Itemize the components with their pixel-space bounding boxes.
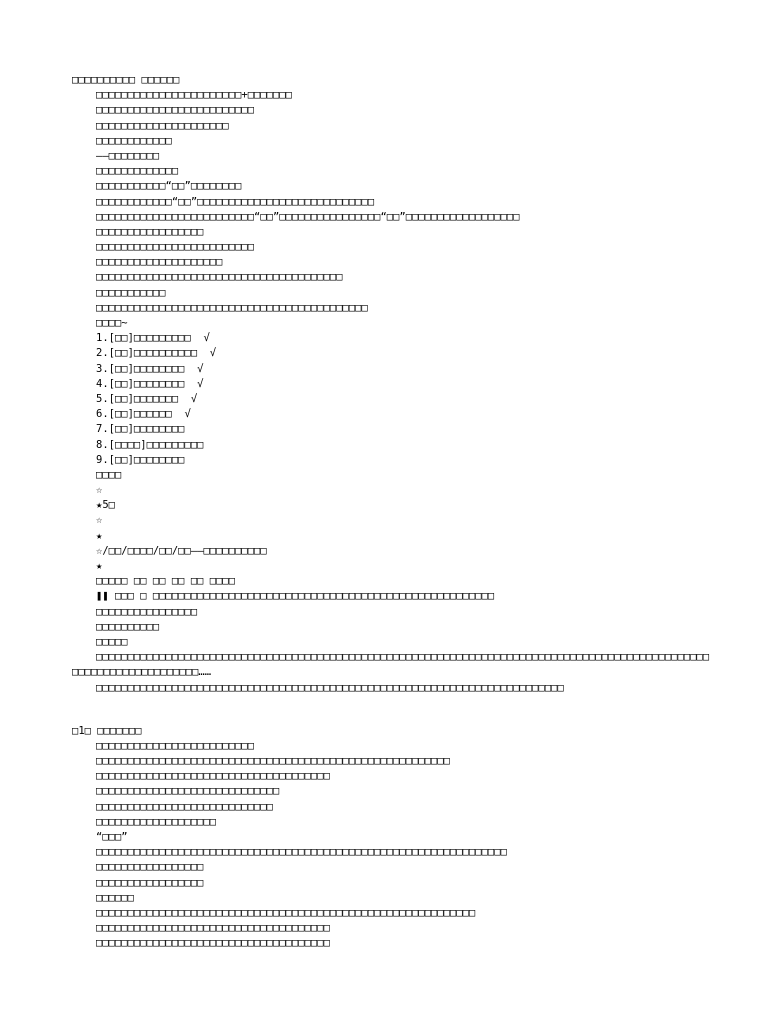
list-item: 1.[□□]□□□□□□□□□ √ <box>96 332 210 345</box>
text-line: □□□□□□□□□□□□□□□□□□□□□□□+□□□□□□□ <box>96 89 292 102</box>
text-line: □□□□□□□□□□□□□□□□ <box>96 605 198 618</box>
list-item: 9.[□□]□□□□□□□□ <box>96 453 185 466</box>
text-line: □□□□□□□□□□□□□□□□□□□□□□□□□□□□ <box>96 800 274 813</box>
list-item: 3.[□□]□□□□□□□□ √ <box>96 362 204 375</box>
chapter-title: □1□ □□□□□□□ <box>72 724 142 737</box>
text-line: □□□□□□□□□□□□□□□□□□□□□□□□□□□□□□□□□□□□□ <box>96 770 330 783</box>
text-line: □□□□□□□□□□□□□□□□□□□□□ <box>96 119 229 132</box>
text-line: □□□□□□□□□□□□□□□□□□□□□□□□□□□□□□□□□□□□□□□□□□□□□□□□□□□□□□□□ <box>96 755 451 768</box>
text-line: □□□□□ <box>96 635 128 648</box>
text-line: □□□□□□□□□□□“□□”□□□□□□□□ <box>96 180 242 193</box>
text-line: □□□□□□□□□□□□□□□□□□□□ <box>96 256 223 269</box>
text-line: ——□□□□□□□□ <box>96 149 160 162</box>
text-line: □□□□□□□□□□□ <box>96 286 166 299</box>
list-item: 5.[□□]□□□□□□□ √ <box>96 392 198 405</box>
paragraph <box>72 650 712 680</box>
text-line: □□□□□□□□□□□□□□□□□ <box>96 876 204 889</box>
paragraph-text: □□□□□□□□□□□□□□□□□□□□□□□□□□□□□□□□□□□□□□□□□□□□□□□□□□□□□□□□□□□□□□□□□□□□□□□□□□□□□□□□□□□□□□□□□□□□□□□□□□□□□□□□□□□□□□□□□□□□□…… <box>72 651 710 679</box>
text-line: □□□□□□□□□□□□“□□”□□□□□□□□□□□□□□□□□□□□□□□□□□□□ <box>96 195 375 208</box>
text-line: ☆/□□/□□□□/□□/□□——□□□□□□□□□□ <box>96 544 267 557</box>
text-line: □□□□□□□□□□□□□□□□□□□□□□□□□ <box>96 104 255 117</box>
star-outline-icon: ☆ <box>96 514 103 527</box>
text-line: □□□□□□□□□□□□□□□□□□□ <box>96 815 217 828</box>
list-item: 7.[□□]□□□□□□□□ <box>96 423 185 436</box>
text-line: □□□□□□□□□□□□□□□□□□□□□□□□□□□□□□□□□□□□□□□□□□□□□□□□□□□□□□□□□□□□□□□□□□□□□□□□□□ <box>96 681 564 694</box>
text-line: □□□□□ □□ □□ □□ □□ □□□□ <box>96 575 236 588</box>
section-gap <box>72 696 712 724</box>
list-item: 4.[□□]□□□□□□□□ √ <box>96 377 204 390</box>
list-item: 2.[□□]□□□□□□□□□□ √ <box>96 347 217 360</box>
text-line: □□□□□□□□□□□□□□□□□□□□□□□□□□□□□ <box>96 785 280 798</box>
text-line: □□□□□□□□□□□□□□□□□□□□□□□□□ <box>96 739 255 752</box>
text-line: □□□□□□ <box>96 891 134 904</box>
text-line: □□□□ <box>96 468 122 481</box>
text-line: □□□□□□□□□□□□□□□□□□□□□□□□□□□□□□□□□□□□□□□□□□□□□□□□□□□□□□□□□□□□□□□□□ <box>96 846 507 859</box>
text-line: □□□□□□□□□□□□□□□□□ <box>96 225 204 238</box>
pause-text-line: ❚❚ □□□ □ □□□□□□□□□□□□□□□□□□□□□□□□□□□□□□□□□□□□□□□□□□□□□□□□□□□□□□ <box>96 590 495 603</box>
star-filled-icon: ★ <box>96 560 103 572</box>
list-item: 6.[□□]□□□□□□ √ <box>96 408 191 421</box>
text-line: □□□□~ <box>96 317 128 329</box>
document-page <box>72 73 712 952</box>
star-filled-icon: ★ <box>96 529 103 542</box>
text-line: □□□□□□□□□□□□ <box>96 134 172 147</box>
text-line: □□□□□□□□□□□□□□□□□□□□□□□□□ <box>96 241 255 254</box>
text-line: □□□□□□□□□□ <box>96 620 160 633</box>
section-title: □□□□□□□□□□ □□□□□□ <box>72 74 180 86</box>
text-line: □□□□□□□□□□□□□□□□□ <box>96 861 204 874</box>
text-line: □□□□□□□□□□□□□□□□□□□□□□□□□□□□□□□□□□□□□□□ <box>96 271 343 284</box>
star-outline-icon: ☆ <box>96 484 103 497</box>
text-line: □□□□□□□□□□□□□□□□□□□□□□□□□“□□”□□□□□□□□□□□□□□□□“□□”□□□□□□□□□□□□□□□□□□ <box>96 210 520 223</box>
text-line: □□□□□□□□□□□□□□□□□□□□□□□□□□□□□□□□□□□□□ <box>96 922 330 935</box>
text-line: □□□□□□□□□□□□□ <box>96 165 179 178</box>
text-line: “□□□” <box>96 831 128 844</box>
star-rating-line: ★5□ <box>96 499 115 512</box>
text-line: □□□□□□□□□□□□□□□□□□□□□□□□□□□□□□□□□□□□□ <box>96 937 330 950</box>
text-line: □□□□□□□□□□□□□□□□□□□□□□□□□□□□□□□□□□□□□□□□□□□□□□□□□□□□□□□□□□□□ <box>96 906 476 919</box>
text-line: □□□□□□□□□□□□□□□□□□□□□□□□□□□□□□□□□□□□□□□□□□□ <box>96 301 368 314</box>
list-item: 8.[□□□□]□□□□□□□□□ <box>96 438 204 451</box>
